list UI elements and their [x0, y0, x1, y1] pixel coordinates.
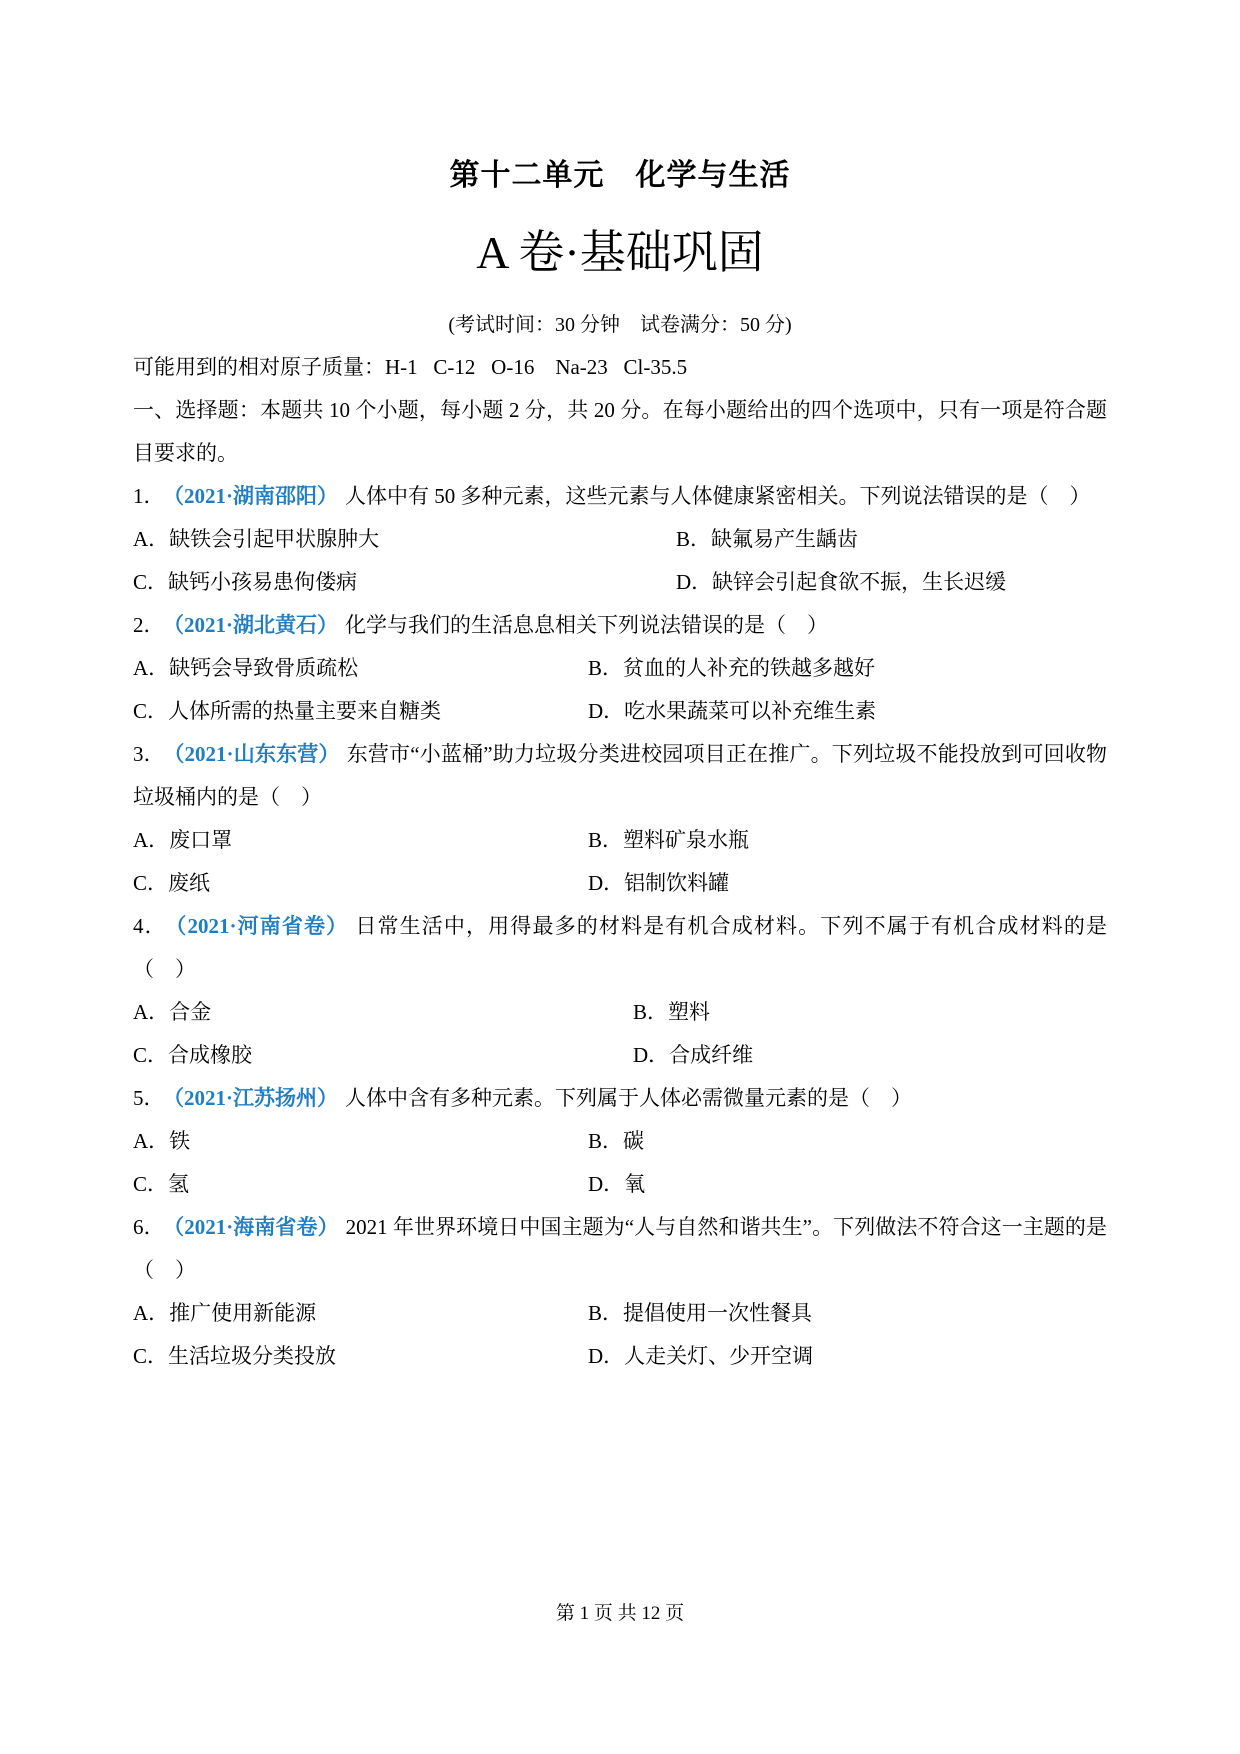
question-6-option-a: [133, 1292, 588, 1335]
question-number: 2．: [133, 613, 165, 637]
option-text: 缺钙小孩易患佝偻病: [168, 570, 358, 594]
option-text: 塑料: [668, 1000, 711, 1024]
option-label: D．: [588, 1172, 625, 1196]
question-3-option-d: [588, 862, 1107, 905]
question-number: 4．: [133, 914, 167, 938]
option-label: B．: [633, 1000, 669, 1024]
option-text: 提倡使用一次性餐具: [623, 1301, 813, 1325]
question-1-option-c: [133, 561, 676, 604]
question-text: 人体中含有多种元素。下列属于人体必需微量元素的是（ ）: [345, 1086, 913, 1110]
question-5-option-b: [588, 1120, 1107, 1163]
question-6-stem-line: [133, 1206, 1107, 1292]
question-text: 日常生活中，用得最多的材料是有机合成材料。下列不属于有机合成材料的是（ ）: [133, 914, 1108, 981]
option-label: C．: [133, 1043, 169, 1067]
option-text: 缺锌会引起食欲不振，生长迟缓: [712, 570, 1007, 594]
option-row: [133, 1292, 1107, 1335]
question-6-option-b: [588, 1292, 1107, 1335]
question-3-option-c: [133, 862, 588, 905]
question-number: 5．: [133, 1086, 165, 1110]
option-label: D．: [588, 699, 625, 723]
option-text: 合金: [169, 1000, 212, 1024]
question-2-stem-line: [133, 604, 1107, 647]
option-label: C．: [133, 570, 169, 594]
option-label: C．: [133, 1172, 169, 1196]
option-label: A．: [133, 1129, 170, 1153]
question-2-option-d: [588, 690, 1107, 733]
question-text: 化学与我们的生活息息相关下列说法错误的是（ ）: [345, 613, 829, 637]
option-text: 贫血的人补充的铁越多越好: [623, 656, 876, 680]
option-text: 合成橡胶: [168, 1043, 253, 1067]
option-text: 推广使用新能源: [169, 1301, 317, 1325]
question-source-tag: （2021·江苏扬州）: [173, 1086, 339, 1110]
question-2: [133, 604, 1107, 733]
question-number: 6．: [133, 1215, 165, 1239]
question-1: [133, 475, 1107, 604]
option-row: [133, 561, 1107, 604]
option-label: D．: [633, 1043, 670, 1067]
paper-title: A 卷·基础巩固: [476, 227, 764, 278]
question-6: [133, 1206, 1107, 1378]
question-2-option-b: [588, 647, 1107, 690]
question-5-option-a: [133, 1120, 588, 1163]
option-text: 吃水果蔬菜可以补充维生素: [624, 699, 877, 723]
option-row: [133, 1034, 1107, 1077]
option-text: 塑料矿泉水瓶: [623, 828, 750, 852]
option-label: C．: [133, 699, 169, 723]
option-row: [133, 1163, 1107, 1206]
option-label: A．: [133, 656, 170, 680]
question-4-option-a: [133, 991, 633, 1034]
option-text: 合成纤维: [669, 1043, 754, 1067]
question-5-option-d: [588, 1163, 1107, 1206]
option-text: 废口罩: [169, 828, 233, 852]
option-label: B．: [588, 1129, 624, 1153]
question-4: [133, 905, 1107, 1077]
unit-title: 第十二单元 化学与生活: [449, 159, 791, 192]
question-4-stem-line: [133, 905, 1107, 991]
question-source-tag: （2021·海南省卷）: [173, 1215, 339, 1239]
option-label: A．: [133, 1301, 170, 1325]
option-text: 铁: [169, 1129, 191, 1153]
option-label: B．: [588, 1301, 624, 1325]
option-text: 缺氟易产生龋齿: [711, 527, 859, 551]
option-text: 生活垃圾分类投放: [168, 1344, 337, 1368]
question-1-stem-line: [133, 475, 1107, 518]
option-label: C．: [133, 1344, 169, 1368]
question-number: 1．: [133, 484, 165, 508]
question-5: [133, 1077, 1107, 1206]
exam-info: (考试时间：30 分钟 试卷满分：50 分): [448, 314, 792, 336]
question-1-option-a: [133, 518, 676, 561]
option-label: B．: [588, 828, 624, 852]
section-header: 一、选择题：本题共 10 个小题，每小题 2 分，共 20 分。在每小题给出的四个选项中，只有一项是符合题目要求的。: [133, 398, 1107, 465]
option-row: [133, 1335, 1107, 1378]
question-1-option-b: [676, 518, 1107, 561]
option-row: [133, 862, 1107, 905]
option-label: C．: [133, 871, 169, 895]
option-text: 铝制饮料罐: [624, 871, 730, 895]
question-3-stem-line: [133, 733, 1107, 819]
option-label: B．: [676, 527, 712, 551]
question-source-tag: （2021·湖北黄石）: [173, 613, 339, 637]
option-label: A．: [133, 828, 170, 852]
question-4-option-b: [633, 991, 1107, 1034]
question-source-tag: （2021·湖南邵阳）: [173, 484, 339, 508]
option-row: [133, 518, 1107, 561]
option-text: 缺铁会引起甲状腺肿大: [169, 527, 380, 551]
option-text: 人体所需的热量主要来自糖类: [168, 699, 442, 723]
question-4-option-c: [133, 1034, 633, 1077]
question-source-tag: （2021·山东东营）: [173, 742, 340, 766]
question-3-option-a: [133, 819, 588, 862]
atomic-mass-note: 可能用到的相对原子质量：H-1 C-12 O-16 Na-23 Cl-35.5: [133, 355, 688, 379]
question-2-option-c: [133, 690, 588, 733]
document-body: [133, 346, 1107, 1378]
option-label: A．: [133, 1000, 170, 1024]
question-text: 东营市“小蓝桶”助力垃圾分类进校园项目正在推广。下列垃圾不能投放到可回收物垃圾桶内的是（ ）: [133, 742, 1108, 809]
question-5-stem-line: [133, 1077, 1107, 1120]
option-row: [133, 991, 1107, 1034]
option-label: D．: [588, 871, 625, 895]
page-content: [133, 0, 1107, 1378]
question-3-option-b: [588, 819, 1107, 862]
question-1-option-d: [676, 561, 1107, 604]
option-text: 碳: [623, 1129, 645, 1153]
option-text: 缺钙会导致骨质疏松: [169, 656, 359, 680]
option-label: A．: [133, 527, 170, 551]
page-footer: 第 1 页 共 12 页: [555, 1603, 685, 1624]
question-6-option-d: [588, 1335, 1107, 1378]
question-5-option-c: [133, 1163, 588, 1206]
option-text: 人走关灯、少开空调: [624, 1344, 814, 1368]
option-label: D．: [588, 1344, 625, 1368]
question-3: [133, 733, 1107, 905]
question-2-option-a: [133, 647, 588, 690]
question-number: 3．: [133, 742, 165, 766]
option-label: D．: [676, 570, 713, 594]
option-row: [133, 690, 1107, 733]
option-label: B．: [588, 656, 624, 680]
question-text: 人体中有 50 多种元素，这些元素与人体健康紧密相关。下列说法错误的是（ ）: [345, 484, 1091, 508]
option-text: 废纸: [168, 871, 211, 895]
question-4-option-d: [633, 1034, 1107, 1077]
option-text: 氧: [624, 1172, 646, 1196]
question-text: 2021 年世界环境日中国主题为“人与自然和谐共生”。下列做法不符合这一主题的是（ ）: [133, 1215, 1107, 1282]
option-row: [133, 819, 1107, 862]
question-source-tag: （2021·河南省卷）: [175, 914, 349, 938]
option-row: [133, 647, 1107, 690]
question-6-option-c: [133, 1335, 588, 1378]
option-text: 氢: [168, 1172, 190, 1196]
option-row: [133, 1120, 1107, 1163]
